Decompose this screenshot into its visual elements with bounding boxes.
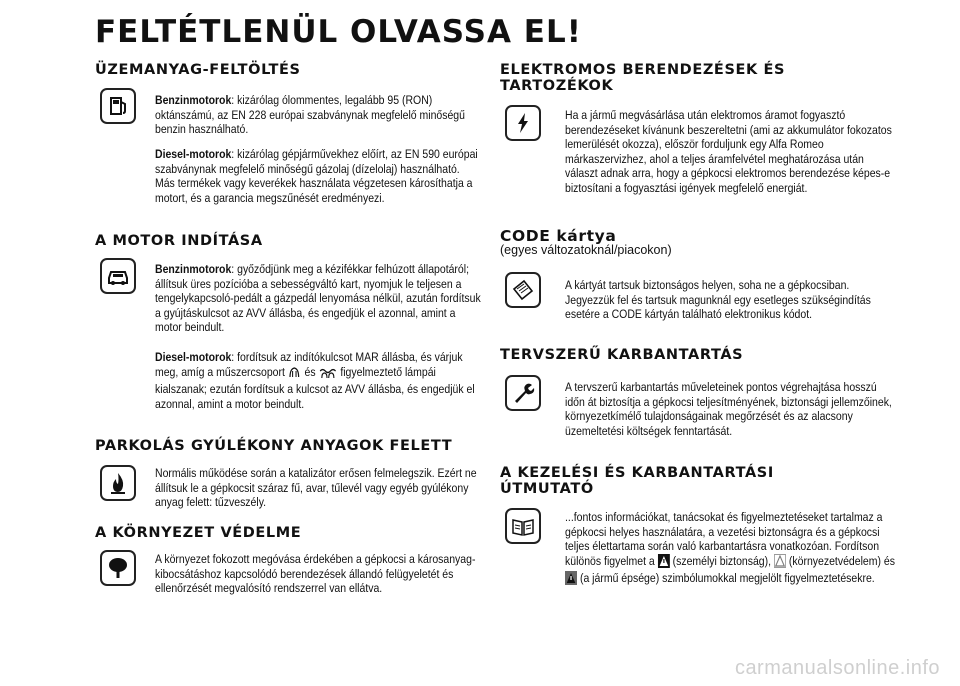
fuel-petrol-paragraph: [155, 93, 478, 137]
fuel-diesel-paragraph: [155, 147, 482, 205]
environment-warning-icon: [774, 554, 786, 572]
heading-environment: A KÖRNYEZET VÉDELME: [95, 525, 302, 541]
manual-text-b: (személyi biztonság),: [672, 553, 772, 568]
heading-code-card: CODE kártya: [500, 227, 617, 245]
fuel-diesel-text: : kizárólag gépjárművekhez előírt, az EN 590 európai szabványnak megfelelő minőségű gázolaj (dízelolaj) használható. Más termékek vagy keverékek használata végzetesen károsíthatja a motort, és a garancia megszűnését eredményezi.: [155, 147, 478, 205]
heading-electric: [500, 62, 785, 94]
tree-icon: [100, 550, 136, 586]
manual-text-d: (a jármű épsége) szimbólumokkal megjelölt figyelmeztetésekre.: [579, 571, 875, 586]
electric-text: Ha a jármű megvásárlása után elektromos áramot fogyasztó berendezéseket kívánunk beszereltetni (ami az akkumulátor fokozatos lemerülését okozza), először forduljunk egy Alfa Romeo márkaszervizhez, ahol a teljes áramfelvétel meghatározása után választ adnak arra, hogy a gépkocsi elektromos berendezése képes-e biztosítani a fogyasztási igények megfelelő energiát.: [565, 108, 892, 195]
fuel-petrol-label: Benzinmotorok: [155, 93, 232, 107]
heading-electric-line-2: TARTOZÉKOK: [500, 78, 614, 94]
code-card-subheading: (egyes változatoknál/piacokon): [500, 243, 672, 257]
fuel-petrol-text: : kizárólag ólommentes, legalább 95 (RON) oktánszámú, az EN 228 európai szabványnak megfelelő minőségű benzin használható.: [155, 93, 465, 137]
start-petrol-text: : győződjünk meg a kézifékkar felhúzott állapotáról; állítsuk üres pozícióba a sebességváltó kart, nyomjuk le teljesen a tengelykapcsoló-pedált a gázpedál lenyomása nélkül, azután fordítsuk a gyújtáskulcsot az AVV állásba, és engedjük el azonnal, amint a motor beindult.: [155, 262, 481, 335]
heading-manual-line-2: ÚTMUTATÓ: [500, 481, 594, 497]
wrench-icon: [505, 375, 541, 411]
book-icon: [505, 508, 541, 544]
manual-text: [565, 510, 896, 589]
start-diesel-text-c: figyelmeztető lámpái kialszanak; ezután fordítsuk a kulcsot az AVV állásba, és engedjük el azonnal, amint a motor beindult.: [155, 364, 475, 411]
car-icon: [100, 258, 136, 294]
start-diesel-text-b: és: [304, 364, 316, 379]
heading-manual-line-1: A KEZELÉSI ÉS KARBANTARTÁSI: [500, 465, 774, 481]
heading-maintenance: TERVSZERŰ KARBANTARTÁS: [500, 347, 744, 363]
parking-text: Normális működése során a katalizátor erősen felmelegszik. Ezért ne állítsuk le a gépkocsit száraz fű, avar, tűlevél vagy egyéb gyúlékony anyag felett: tűzveszély.: [155, 466, 477, 510]
lightning-icon: [505, 105, 541, 141]
personal-safety-warning-icon: [658, 554, 670, 572]
heading-manual: [500, 465, 774, 497]
heading-fuel: ÜZEMANYAG-FELTÖLTÉS: [95, 62, 301, 78]
environment-text: A környezet fokozott megóvása érdekében a gépkocsi a károsanyag-kibocsátáshoz kapcsolódó berendezések állandó felügyeletét és ellenőrzését megvalósító rendszerrel van ellátva.: [155, 552, 476, 596]
manual-text-a: ...fontos információkat, tanácsokat és figyelmeztetéseket tartalmaz a gépkocsi helyes használatára, a vezetési biztonságra és a gépkocsi teljes élettartama során való karbantartásra vonatkozóan. Fordítson különös figyelmet a: [565, 510, 883, 568]
glow-plug-icon: [318, 367, 337, 383]
fire-icon: [100, 465, 136, 501]
warning-lamp-icon: [288, 365, 302, 383]
heading-parking: PARKOLÁS GYÚLÉKONY ANYAGOK FELETT: [95, 438, 453, 454]
start-petrol-paragraph: [155, 262, 482, 335]
card-icon: [505, 272, 541, 308]
start-diesel-text-a: : fordítsuk az indítókulcsot MAR állásba, és várjuk meg, amíg a műszercsoport: [155, 350, 463, 379]
maintenance-text: A tervszerű karbantartás műveleteinek pontos végrehajtása hosszú időn át biztosítja a gépkocsi teljesítményének, biztonsági jellemzőinek, környezetkímélő tulajdonságainak megőrzését és az alacsony üzemeltetési költségek fenntartását.: [565, 380, 892, 438]
fuel-diesel-label: Diesel-motorok: [155, 147, 232, 161]
start-diesel-label: Diesel-motorok: [155, 350, 232, 364]
heading-start: A MOTOR INDÍTÁSA: [95, 233, 263, 249]
code-card-text: A kártyát tartsuk biztonságos helyen, soha ne a gépkocsiban. Jegyezzük fel és tartsuk magunknál egy esetleges szükségindítás esetére a CODE kártyán található elektronikus kódot.: [565, 278, 871, 322]
heading-electric-line-1: ELEKTROMOS BERENDEZÉSEK ÉS: [500, 62, 786, 78]
fuel-pump-icon: [100, 88, 136, 124]
vehicle-safety-warning-icon: [565, 571, 577, 589]
start-petrol-label: Benzinmotorok: [155, 262, 232, 276]
start-diesel-paragraph: [155, 350, 482, 411]
page-title: FELTÉTLENÜL OLVASSA EL!: [95, 14, 582, 50]
manual-text-c: (környezetvédelem) és: [788, 553, 895, 568]
watermark: carmanualsonline.info: [734, 657, 940, 679]
